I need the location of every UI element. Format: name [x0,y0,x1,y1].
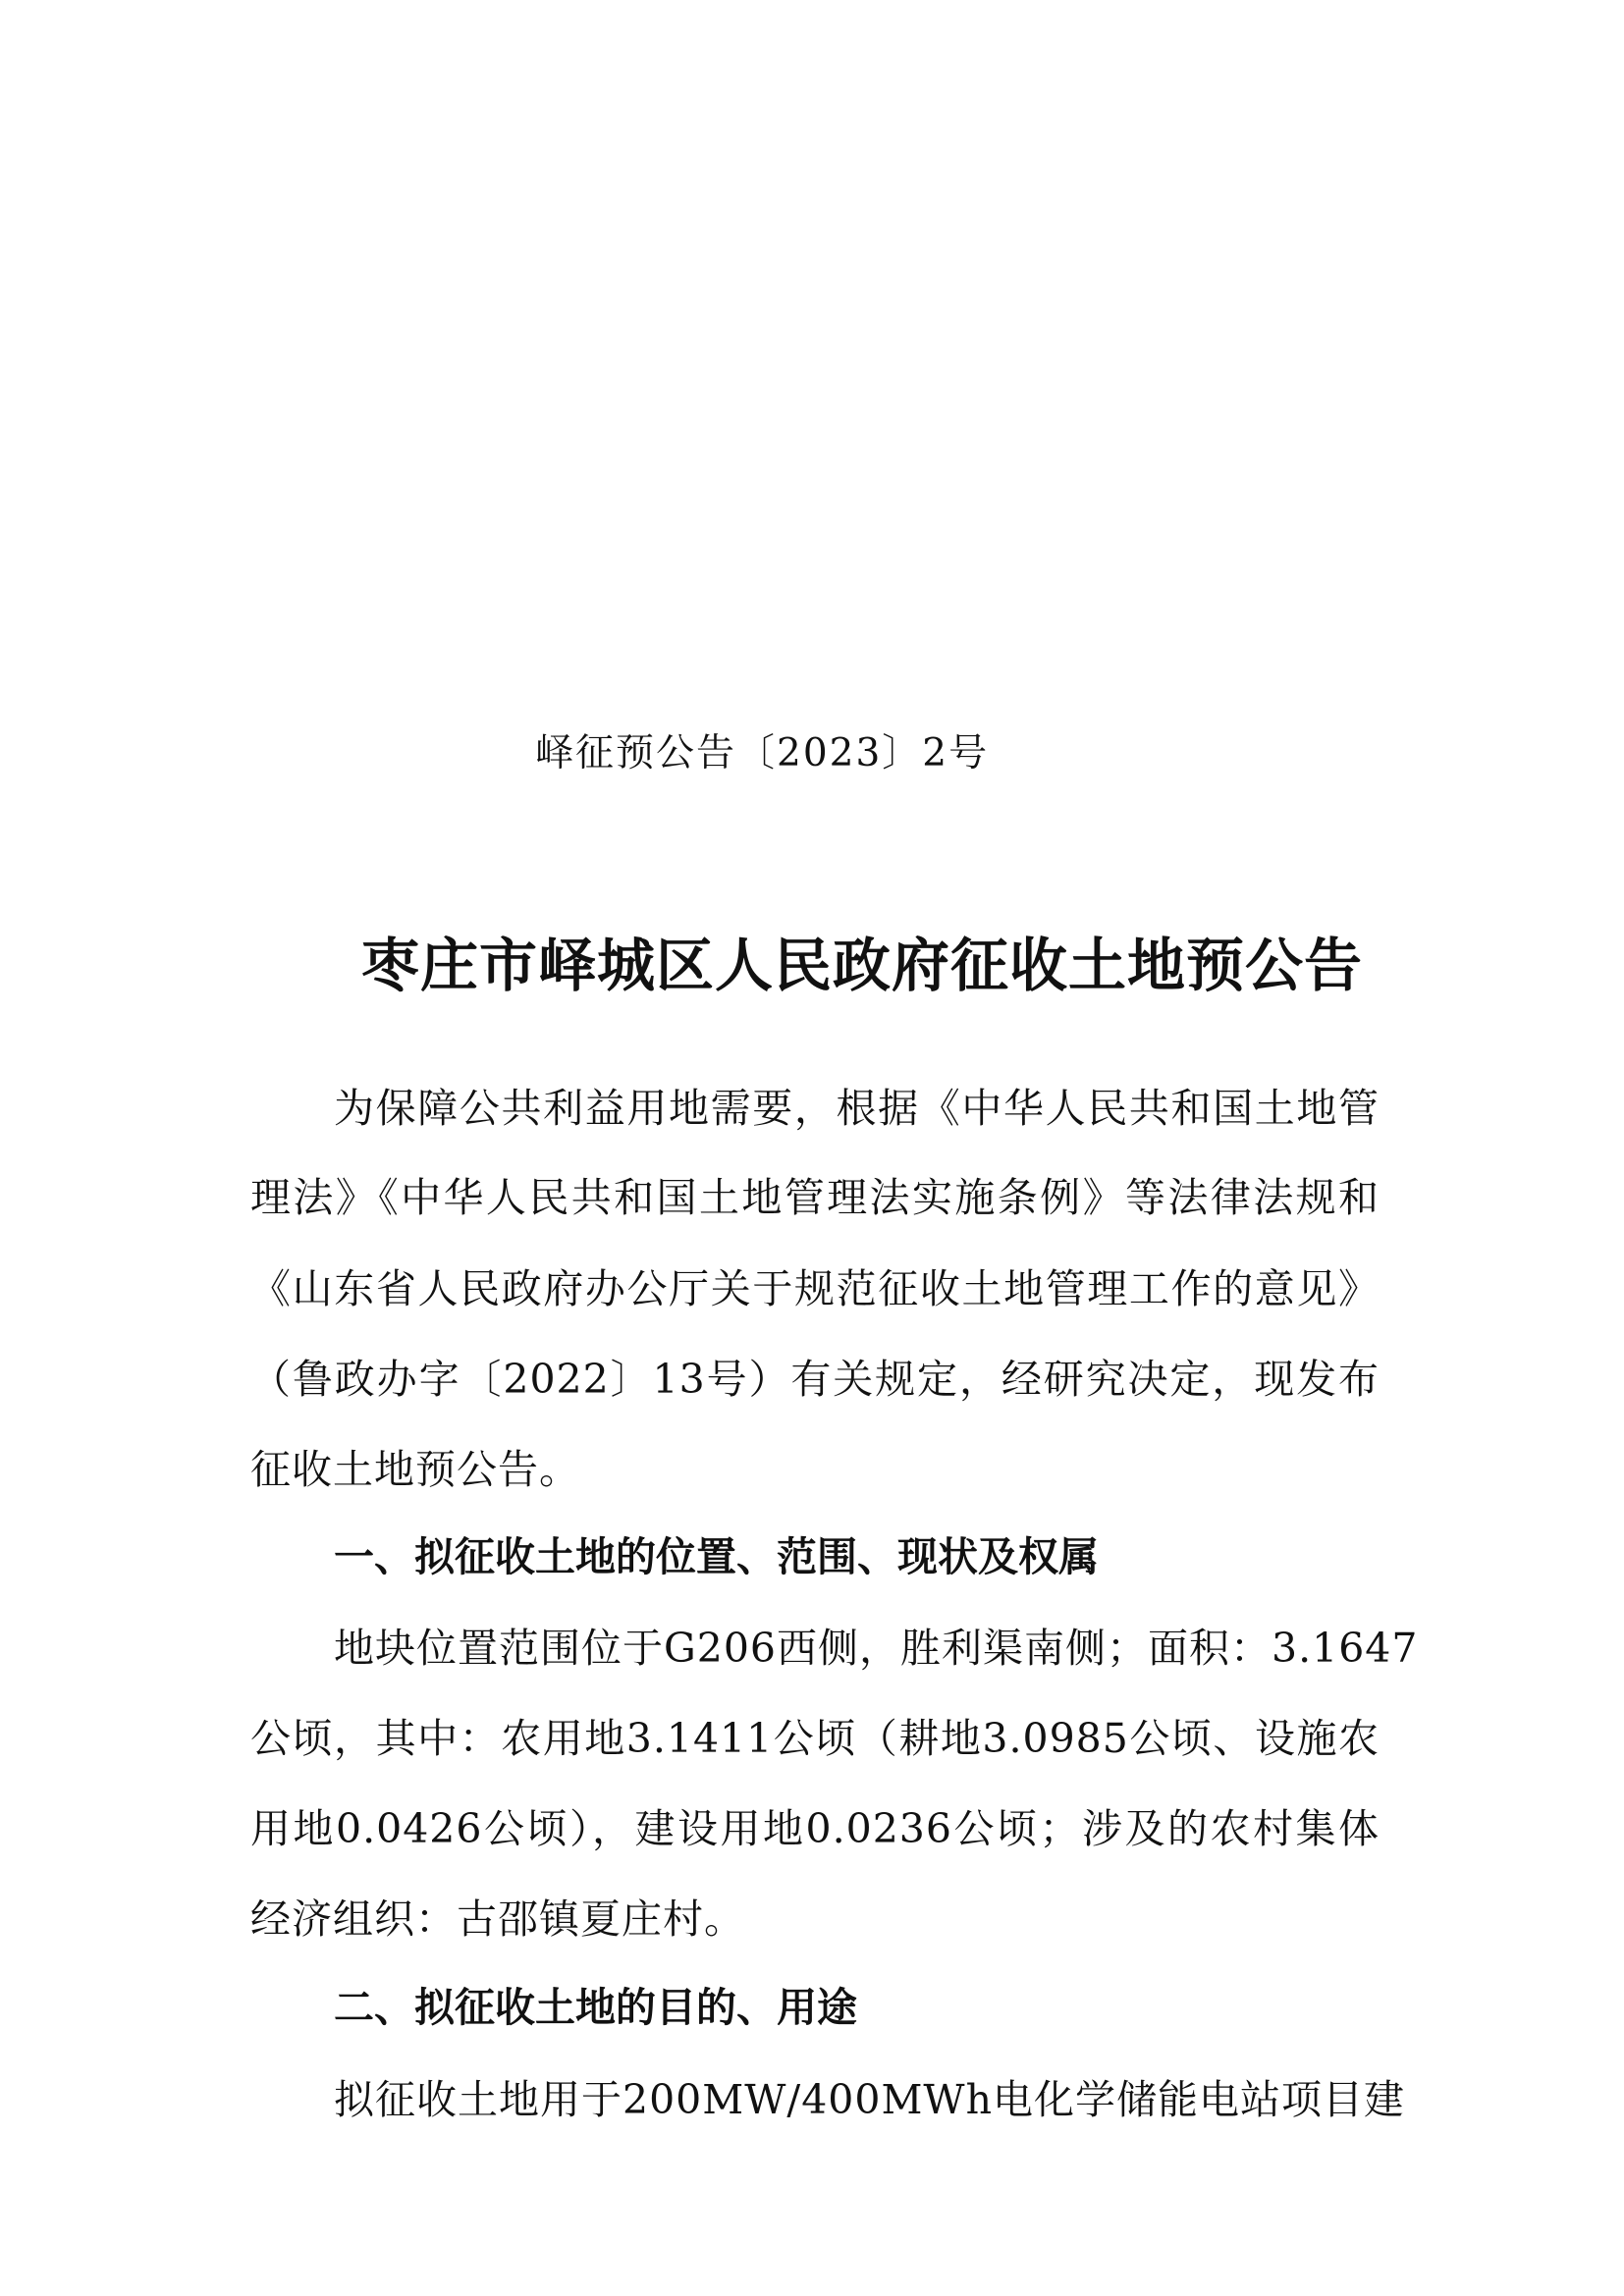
section-1-line-4: 经济组织：古邵镇夏庄村。 [250,1896,745,1943]
intro-line-2: 理法》《中华人民共和国土地管理法实施条例》等法律法规和 [250,1174,1380,1221]
section-1-line-3: 用地0.0426公顷），建设用地0.0236公顷；涉及的农村集体 [250,1805,1380,1852]
document-title: 枣庄市峄城区人民政府征收土地预公告 [361,932,1364,999]
intro-line-3: 《山东省人民政府办公厅关于规范征收土地管理工作的意见》 [250,1265,1380,1312]
intro-line-5: 征收土地预公告。 [250,1446,580,1493]
document-number: 峄征预公告〔2023〕2号 [535,731,990,775]
section-1-heading: 一、拟征收土地的位置、范围、现状及权属 [334,1533,1099,1580]
section-2-heading: 二、拟征收土地的目的、用途 [334,1984,857,2031]
section-2-line-1: 拟征收土地用于200MW/400MWh电化学储能电站项目建 [334,2076,1405,2123]
intro-line-4: （鲁政办字〔2022〕13号）有关规定，经研究决定，现发布 [250,1356,1380,1403]
intro-line-1: 为保障公共利益用地需要，根据《中华人民共和国土地管 [334,1085,1380,1132]
section-1-line-2: 公顷，其中：农用地3.1411公顷（耕地3.0985公顷、设施农 [250,1715,1380,1762]
section-1-line-1: 地块位置范围位于G206西侧，胜利渠南侧；面积：3.1647 [334,1625,1419,1672]
